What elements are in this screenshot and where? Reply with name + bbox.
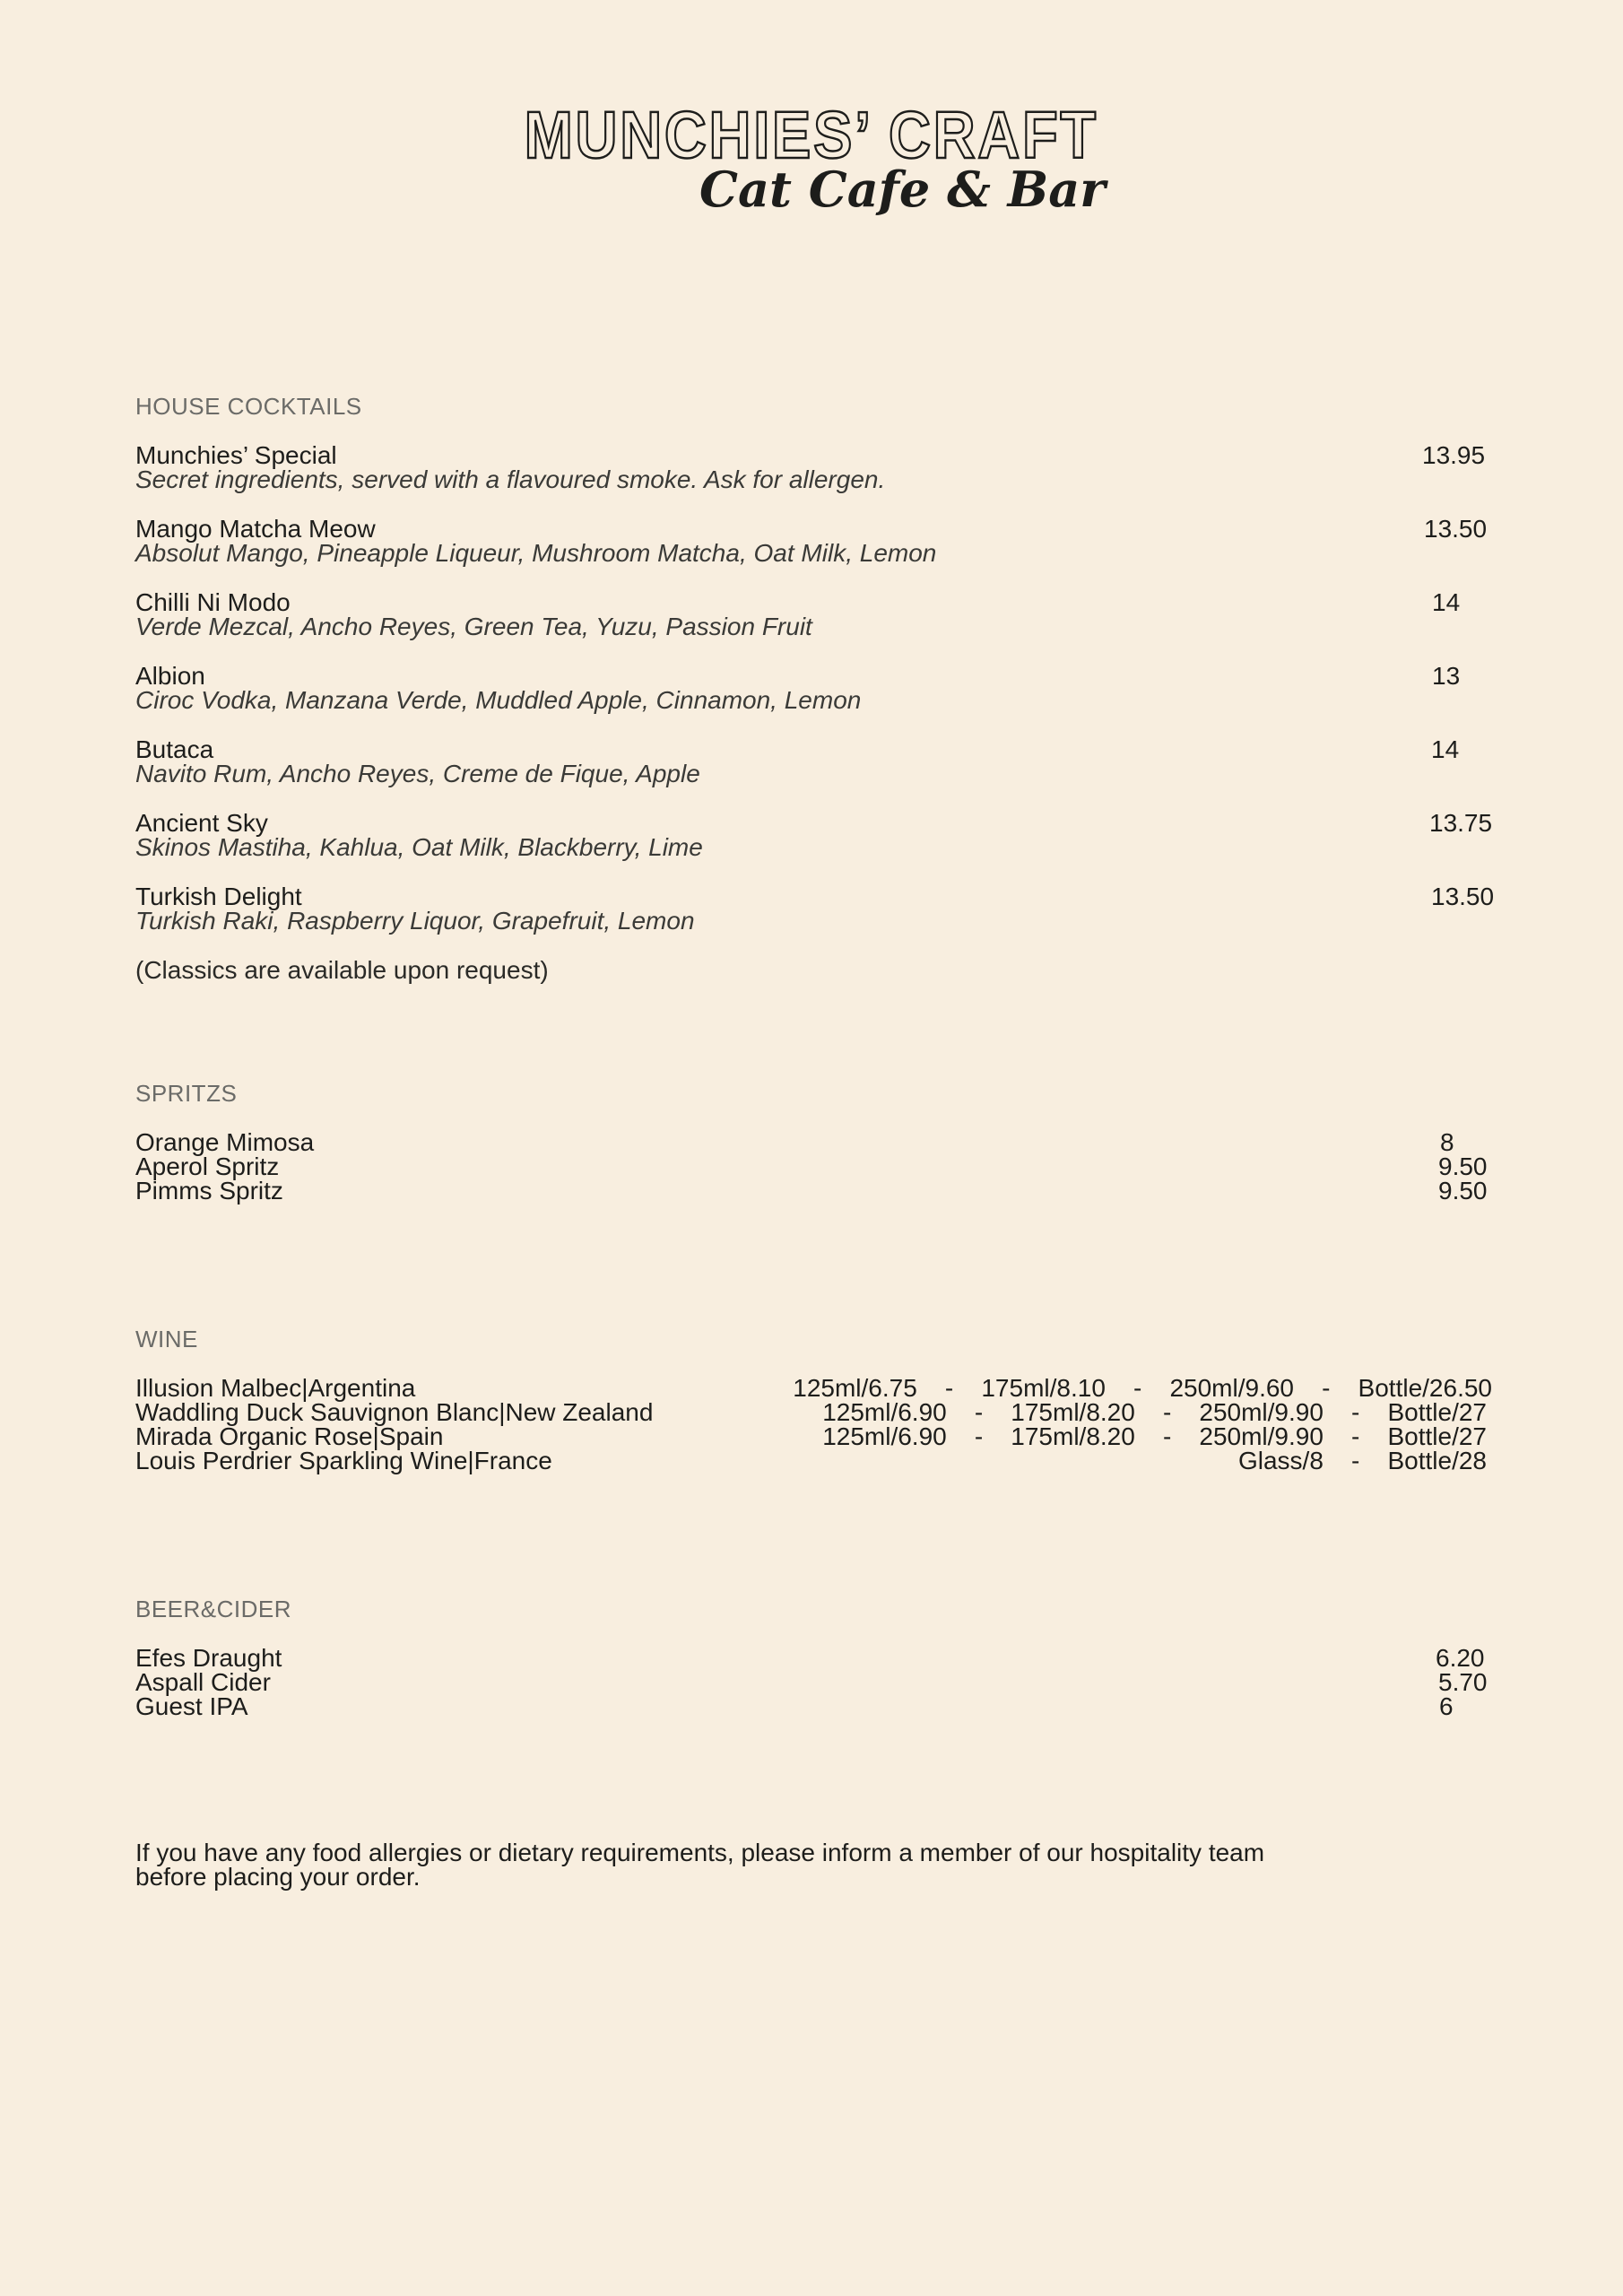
item-name: Orange Mimosa — [135, 1128, 315, 1156]
wine-options: 125ml/6.90 - 175ml/8.20 - 250ml/9.90 - Bottle/27 — [822, 1422, 1487, 1450]
item-name: Butaca — [135, 735, 214, 763]
wine-name: Mirada Organic Rose|Spain — [135, 1422, 444, 1450]
wine-options: 125ml/6.90 - 175ml/8.20 - 250ml/9.90 - Bottle/27 — [822, 1398, 1487, 1426]
item-price: 13.50 — [1431, 883, 1495, 910]
item-name: Pimms Spritz — [135, 1177, 283, 1205]
wine-options: 125ml/6.75 - 175ml/8.10 - 250ml/9.60 - Bottle/26.50 — [793, 1374, 1492, 1402]
logo — [0, 97, 1623, 218]
wine-options: Glass/8 - Bottle/28 — [1237, 1447, 1487, 1474]
item-description: Navito Rum, Ancho Reyes, Creme de Fique, Apple — [135, 760, 700, 787]
item-description: Skinos Mastiha, Kahlua, Oat Milk, Blackberry, Lime — [135, 833, 703, 861]
item-name: Chilli Ni Modo — [135, 588, 291, 616]
section-title-wine: WINE — [135, 1326, 198, 1352]
item-name: Albion — [135, 662, 205, 690]
item-description: Absolut Mango, Pineapple Liqueur, Mushroom Matcha, Oat Milk, Lemon — [135, 539, 937, 567]
item-name: Munchies’ Special — [135, 441, 337, 469]
item-name: Turkish Delight — [135, 883, 302, 910]
section-title-spritzs: SPRITZS — [135, 1080, 238, 1107]
item-price: 9.50 — [1438, 1177, 1488, 1205]
item-name: Efes Draught — [135, 1644, 282, 1672]
item-description: Secret ingredients, served with a flavoured smoke. Ask for allergen. — [135, 465, 886, 493]
wine-name: Waddling Duck Sauvignon Blanc|New Zealand — [135, 1398, 654, 1426]
item-price: 6 — [1439, 1692, 1454, 1720]
allergy-notice-line: If you have any food allergies or dietary requirements, please inform a member of our hospitality team — [135, 1839, 1265, 1866]
item-description: Turkish Raki, Raspberry Liquor, Grapefruit, Lemon — [135, 907, 695, 935]
section-title-house-cocktails: HOUSE COCKTAILS — [135, 393, 362, 420]
logo-wordmark: MUNCHIES’ CRAFT — [524, 98, 1099, 172]
wine-name: Illusion Malbec|Argentina — [135, 1374, 416, 1402]
item-name: Aperol Spritz — [135, 1152, 280, 1180]
item-price: 6.20 — [1436, 1644, 1485, 1672]
item-price: 8 — [1440, 1128, 1454, 1156]
item-name: Ancient Sky — [135, 809, 268, 837]
item-price: 13.95 — [1422, 441, 1486, 469]
item-price: 13.75 — [1429, 809, 1493, 837]
item-price: 13 — [1432, 662, 1461, 690]
item-name: Guest IPA — [135, 1692, 248, 1720]
item-price: 14 — [1431, 735, 1460, 763]
item-name: Aspall Cider — [135, 1668, 271, 1696]
item-price: 5.70 — [1438, 1668, 1488, 1696]
section-title-beer-cider: BEER&CIDER — [135, 1596, 292, 1622]
item-description: Verde Mezcal, Ancho Reyes, Green Tea, Yuzu, Passion Fruit — [135, 613, 812, 640]
logo-subtitle: Cat Cafe & Bar — [699, 161, 1106, 218]
item-price: 13.50 — [1424, 515, 1488, 543]
item-name: Mango Matcha Meow — [135, 515, 376, 543]
allergy-notice-line: before placing your order. — [135, 1863, 421, 1891]
item-description: Ciroc Vodka, Manzana Verde, Muddled Apple, Cinnamon, Lemon — [135, 686, 862, 714]
wine-name: Louis Perdrier Sparkling Wine|France — [135, 1447, 552, 1474]
item-price: 14 — [1432, 588, 1461, 616]
classics-note: (Classics are available upon request) — [135, 956, 549, 984]
item-price: 9.50 — [1438, 1152, 1488, 1180]
